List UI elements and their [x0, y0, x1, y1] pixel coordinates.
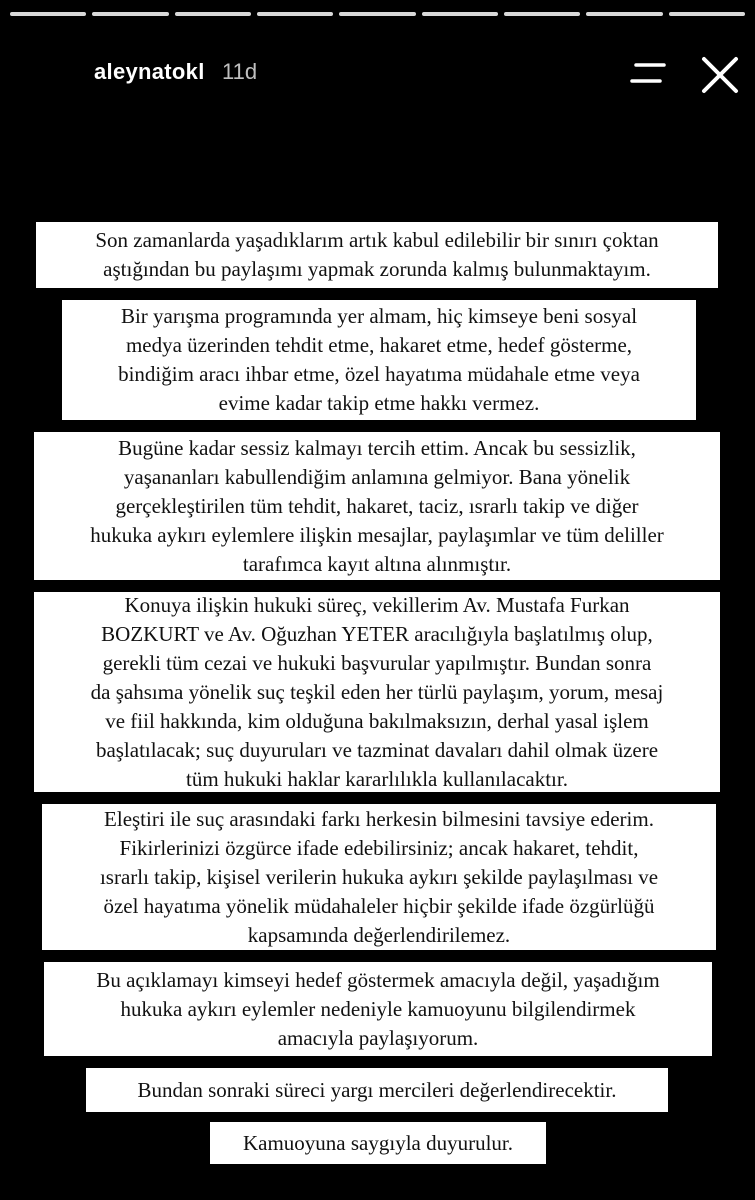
text-line: hukuka aykırı eylemlere ilişkin mesajlar, paylaşımlar ve tüm deliller — [90, 522, 664, 547]
text-line: başlatılacak; suç duyuruları ve tazminat davaları dahil olmak üzere — [95, 737, 659, 762]
text-line: Bugüne kadar sessiz kalmayı tercih ettim. Ancak bu sessizlik, — [118, 435, 636, 460]
text-line: Fikirlerinizi özgürce ifade edebilirsiniz; ancak hakaret, tehdit, — [119, 835, 639, 860]
text-line: gerçekleştirilen tüm tehdit, hakaret, taciz, ısrarlı takip ve diğer — [115, 493, 639, 518]
progress-segment — [92, 12, 168, 16]
story-header — [0, 55, 755, 95]
statement-paragraph — [86, 1068, 668, 1112]
text-line: Bundan sonraki süreci yargı mercileri değerlendirecektir. — [137, 1077, 617, 1102]
story-progress-bar — [10, 12, 745, 16]
story-time-ago: 11d — [222, 59, 258, 84]
text-line: evime kadar takip etme hakkı vermez. — [218, 391, 540, 415]
text-line: ve fiil hakkında, kim olduğuna bakılmaksızın, derhal yasal işlem — [105, 708, 649, 733]
statement-paragraph — [42, 804, 716, 950]
progress-segment — [669, 12, 745, 16]
statement-paragraph — [34, 432, 720, 580]
statement-paragraph — [62, 300, 696, 420]
progress-segment — [10, 12, 86, 16]
text-line: Konuya ilişkin hukuki süreç, vekillerim Av. Mustafa Furkan — [124, 592, 630, 617]
progress-segment — [504, 12, 580, 16]
text-line: Eleştiri ile suç arasındaki farkı herkesin bilmesini tavsiye ederim. — [104, 806, 654, 831]
text-line: yaşananları kabullendiğim anlamına gelmiyor. Bana yönelik — [123, 464, 631, 489]
menu-lines-icon[interactable] — [630, 61, 670, 87]
text-line: Son zamanlarda yaşadıklarım artık kabul edilebilir bir sınırı çoktan — [95, 228, 659, 252]
progress-segment — [175, 12, 251, 16]
statement-paragraph — [44, 962, 712, 1056]
text-line: amacıyla paylaşıyorum. — [277, 1025, 479, 1050]
text-line: Kamuoyuna saygıyla duyurulur. — [242, 1130, 514, 1155]
progress-segment — [339, 12, 415, 16]
text-line: hukuka aykırı eylemler nedeniyle kamuoyunu bilgilendirmek — [120, 996, 636, 1021]
text-line: Bir yarışma programında yer almam, hiç kimseye beni sosyal — [120, 304, 638, 328]
statement-paragraph — [210, 1122, 546, 1164]
text-line: medya üzerinden tehdit etme, hakaret etme, hedef gösterme, — [125, 333, 633, 357]
statement-paragraph — [34, 592, 720, 792]
text-line: Bu açıklamayı kimseyi hedef göstermek amacıyla değil, yaşadığım — [96, 967, 660, 992]
progress-segment — [422, 12, 498, 16]
text-line: gerekli tüm cezai ve hukuki başvurular yapılmıştır. Bundan sonra — [102, 650, 652, 675]
text-line: da şahsıma yönelik suç teşkil eden her türlü paylaşım, yorum, mesaj — [90, 679, 664, 704]
text-line: tüm hukuki haklar kararlılıkla kullanılacaktır. — [186, 766, 568, 791]
text-line: tarafımca kayıt altına alınmıştır. — [242, 551, 512, 576]
statement-paragraph — [36, 222, 718, 288]
progress-segment — [586, 12, 662, 16]
text-line: BOZKURT ve Av. Oğuzhan YETER aracılığıyla başlatılmış olup, — [101, 621, 653, 646]
text-line: ısrarlı takip, kişisel verilerin hukuka aykırı şekilde paylaşılması ve — [99, 864, 659, 889]
story-username[interactable]: aleynatokl — [94, 59, 205, 84]
text-line: aştığından bu paylaşımı yapmak zorunda kalmış bulunmaktayım. — [103, 257, 651, 281]
text-line: bindiğim aracı ihbar etme, özel hayatıma müdahale etme veya — [118, 362, 640, 386]
progress-segment — [257, 12, 333, 16]
text-line: kapsamında değerlendirilemez. — [247, 922, 511, 947]
text-line: özel hayatıma yönelik müdahaleler hiçbir şekilde ifade özgürlüğü — [103, 893, 655, 918]
close-x-icon[interactable] — [700, 55, 740, 95]
